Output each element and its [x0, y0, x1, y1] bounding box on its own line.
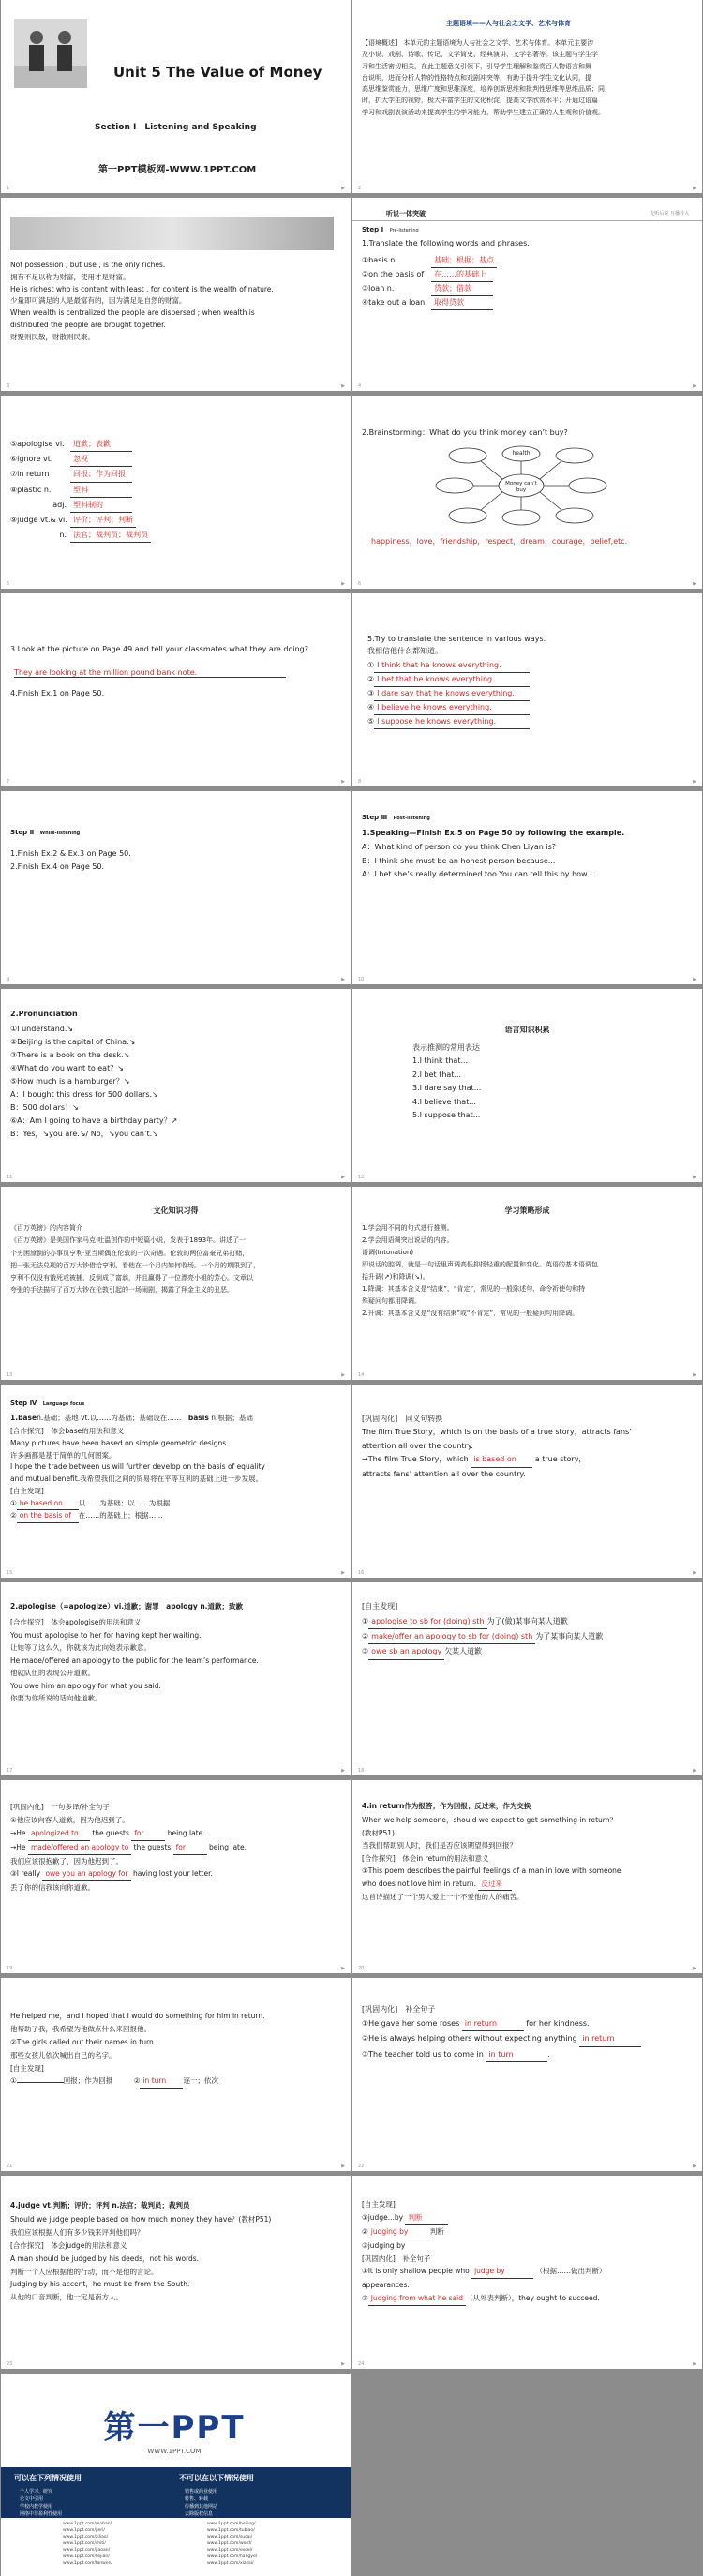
word-list-2: ⑤apologise vi. 道歉；表歉 ⑥ignore vt. 忽视 ⑦in return 回报；作为回报 ⑧plastic n. 塑料 adj. 塑料制的 ⑨judge vt.& vi. 评价；评判；判断 n. 法官；裁判员；裁判员 — [10, 437, 151, 543]
slide-19: [巩固内化] 一句多译/补全句子 ①他应该向客人道歉，因为他迟到了。 →He apologized to the guests for being late. →He made/offered an apology to the guests for being late. 我们应该很抱歉了，因为他迟到了。 ③I really owe you an apology for having lost your letter. 丢了你的信我该向你道歉。 19 ▶ — [1, 1780, 351, 1973]
slide-17: 2.apologise（=apologize）vi.道歉；谢罪 apology n.道歉；致歉 [合作探究] 体会apologise的用法和意义 You must apologise to her for having kept her waiting. 让她等了这么久，你就该为此向她表示歉意。 He made/offered an apology to the public for the team’s performance. 他就队伍的表现公开道歉。 You owe him an apology for what you said. 你要为你所说的话向他道歉。 17 ▶ — [1, 1582, 351, 1775]
consolidation-text: [巩固内化] 一句多译/补全句子 ①他应该向客人道歉，因为他迟到了。 →He apologized to the guests for being late. →He made/offered an apology to the guests for being late. 我们应该很抱歉了，因为他迟到了。 ③I really owe you an apology for having lost your letter. 丢了你的信我该向你道歉。 — [10, 1803, 247, 1893]
slide-3: Not possession , but use , is the only riches. 拥有不足以称为财富，使用才是财富。 He is richest who is content with least , for content is the wealth of nature. 少量即可满足的人是最富有的，因为满足是自然的财富。 When wealth is centralized the people are dispersed ; when wealth is distributed the people are brought together. 财聚则民散，财散则民聚。 3 ▶ — [1, 198, 351, 391]
slide-11: 2.Pronunciation ①I understand.↘ ②Beijing is the capital of China.↘ ③There is a book on the desk.↘ ④What do you want to eat？↘ ⑤How much is a hamburger？↘ A：I bought this dress for 500 dollars.↘ B：500 dollars！↘ ⑥A：Am I going to have a birthday party？↗ B：Yes，↘you are.↘/ No，↘you can’t.↘ 11 ▶ — [1, 989, 351, 1182]
pronunciation-title: 2.Pronunciation — [10, 1010, 78, 1018]
businessmen-photo — [14, 19, 87, 88]
links-panel: www.1ppt.com/moban/ www.1ppt.com/jieri/ www.1ppt.com/ziliao/ www.1ppt.com/shiti/ www.1ppt.com/jiaoan/ www.1ppt.com/kejian/ www.1ppt.com/fanwen/ www.1ppt.com/beijing/ www.1ppt.com/tubiao/ www.1ppt.com/sucai/ www.1ppt.com/word/ www.1ppt.com/excel/ www.1ppt.com/hangye/ www.1ppt.com/xiazai/ — [1, 2518, 351, 2576]
step-label: Step Ⅰ Pre-listening — [362, 226, 419, 233]
completion-text: [巩固内化] 补全句子 ①He gave her some roses in return for her kindness. ②He is always helping others without expecting anything in return ③The teacher told us to come in in turn . — [362, 2002, 695, 2062]
slide-24: [自主发现] ①judge...by 判断 ② judging by 判断 ③judging by [巩固内化] 补全句子 ①It is only shallow people who judge by （根据……做出判断） appearances. ② Judging from what he said （从外表判断），they ought to succeed. 24 ▶ — [352, 2176, 702, 2369]
slide-title: 学习策略形成 — [504, 1206, 550, 1215]
culture-text: 《百万英镑》的内容简介 《百万英镑》是美国作家马克·吐温创作的中短篇小说，发表于1893年。讲述了一 个穷困潦倒的办事员亨利·亚当斯偶在伦敦的一次奇遇。伦敦的两位富豪兄弟打赌， 把一张无法兑现的百万大钞借给亨利，看他在一个月内如何收场。一个月的期限到了， 亨利不仅没有饿死或被捕，反倒成了富翁，并且赢得了一位漂亮小姐的芳心。文章以 夸张的手法描写了百万大钞在伦敦引起的一场闹剧，揭露了拜金主义的丑恶。 — [10, 1224, 260, 1295]
slide-5: ⑤apologise vi. 道歉；表歉 ⑥ignore vt. 忽视 ⑦in return 回报；作为回报 ⑧plastic n. 塑料 adj. 塑料制的 ⑨judge vt.& vi. 评价；评判；判断 n. 法官；裁判员；裁判员 5 ▶ — [1, 396, 351, 589]
in-return-text: When we help someone，should we expect to get something in return？ (教材P51) 当我们帮助别人时，我们是否应该期望得到回报？ [合作探究] 体会in return的用法和意义 ①This poem describes the painful feelings of a man in love with someone who does not love him in return. 反过来 这首诗描述了一个男人爱上一个不爱他的人的痛苦。 — [362, 1816, 621, 1901]
header-right: 先听后说 互播导入 — [650, 211, 689, 217]
section-title: Section Ⅰ Listening and Speaking — [95, 123, 257, 132]
overview-text: 【语境概述】 本单元的主题语境为人与社会之文学、艺术与体育。本单元主要涉 及小说、戏剧、诗歌、传记、文学简史、经典演讲、文学名著等。该主题与学生学 习和生活密切相关，在此主题意义引领下，引导学生理解和鉴赏百人物语言和舞 台说明，进而分析人物的性格特点和戏剧冲突等，有助于提升学生文化认同，提 高思维鉴赏能力，思维广度和思维深度，培养创新思维和批判性思维等思维品质；同 时，扩大学生的视野，极大丰富学生的文化积淀，提高文学欣赏水平；开通过语篇 学习和戏剧表演活动来提高学生的学习能力，帮助学生建立正确的人生观和价值观。 — [362, 39, 605, 116]
tasks: 1.Finish Ex.2 & Ex.3 on Page 50. 2.Finish Ex.4 on Page 50. — [10, 849, 131, 872]
step-label: Step Ⅳ Language focus — [10, 1400, 85, 1407]
header-title: 听说一体突破 — [386, 210, 426, 217]
instruction: 5.Try to translate the sentence in various ways. — [367, 635, 546, 643]
slide-8: 5.Try to translate the sentence in various ways. 我相信他什么都知道。 ① I think that he knows everything. ② I bet that he knows everything. ③ I dare say that he knows everything. ④ I believe he knows everything. ⑤ I suppose he knows everything. 8 ▶ — [352, 593, 702, 786]
top-node-label: health — [512, 450, 531, 457]
step-label: Step Ⅲ Post-listening — [362, 814, 430, 821]
base-heading: 1.basen.基础；基地 vt.以……为基础；基础设在…… basis n.根据；基础 — [10, 1414, 253, 1422]
slide-21: He helped me，and I hoped that I would do something for him in return. 他帮助了我，我希望为他做点什么来回报他。 ②The girls called out their names in turn. 那些女孩儿依次喊出自己的名字。 [自主发现] ① 回报；作为回报 ② in turn 逐一；依次 21 ▶ — [1, 1978, 351, 2171]
instruction: 1.Translate the following words and phrases. — [362, 239, 530, 247]
slide-1: Unit 5 The Value of Money Section Ⅰ Listening and Speaking 第一PPT模板网-WWW.1PPT.COM 1 ▶ — [1, 0, 351, 193]
answer-line: They are looking at the million pound bank note. — [14, 668, 286, 678]
word-list: ①basis n. 基础；根据；基点 ②on the basis of 在……的基础上 ③loan n. 贷款；借款 ④take out a loan 取得贷款 — [362, 254, 497, 310]
answer-line: happiness，love，friendship，respect，dream，courage，belief,etc. — [371, 537, 628, 546]
slide-title: 文化知识习得 — [153, 1206, 199, 1215]
slide-16: [巩固内化] 同义句转换 The film True Story，which is on the basis of a true story，attracts fans’ attention all over the country. →The film True Story，which is based on a true story， attracts fans’ attention all over the country. 16 ▶ — [352, 1385, 702, 1578]
pronunciation-list: ①I understand.↘ ②Beijing is the capital of China.↘ ③There is a book on the desk.↘ ④What do you want to eat？↘ ⑤How much is a hamburger？↘ A：I bought this dress for 500 dollars.↘ B：500 dollars！↘ ⑥A：Am I going to have a birthday party？↗ B：Yes，↘you are.↘/ No，↘you can’t.↘ — [10, 1025, 178, 1138]
base-text: [合作探究] 体会base的用法和意义 Many pictures have been based on simple geometric designs. 许多画都是基于简单的几何图案。 I hope the trade between us will further develop on the basis of equality and mutual benefit.我希望我们之间的贸易将在平等互利的基础上进一步发展。 [自主发现] ① be based on 以……为基础；以……为根据 ② on the basis of 在……的基础上；根据…… — [10, 1426, 343, 1523]
slide-15: Step Ⅳ Language focus 1.basen.基础；基地 vt.以……为基础；基础设在…… basis n.根据；基础 [合作探究] 体会base的用法和意义 Many pictures have been based on simple geometric designs. 许多画都是基于简单的几何图案。 I hope the trade between us will further develop on the basis of equality and mutual benefit.我希望我们之间的贸易将在平等互利的基础上进一步发展。 [自主发现] ① be based on 以……为基础；以……为根据 ② on the basis of 在……的基础上；根据…… 15 ▶ — [1, 1385, 351, 1578]
slide-6: 2.Brainstorming：What do you think money can’t buy? Money can’t buy health happiness，love，friendship，respect，dream，courage，belief,etc. 6 ▶ — [352, 396, 702, 589]
judge-heading: 4.judge vt.判断；评价；评判 n.法官；裁判员；裁判员 — [10, 2201, 190, 2209]
speaking-text: 1.Speaking—Finish Ex.5 on Page 50 by following the example. A：What kind of person do you think Chen Liyan is? B：I think she must be an honest person because... A：I bet she’s really determined too.You can tell this by how... — [362, 829, 625, 879]
chinese-sentence: 我相信他什么都知道。 — [367, 647, 442, 655]
slide-4: 听说一体突破 先听后说 互播导入 Step Ⅰ Pre-listening 1.Translate the following words and phrases. ①basis n. 基础；根据；基点 ②on the basis of 在……的基础上 ③loan n. 贷款；借款 ④take out a loan 取得贷款 4 ▶ — [352, 198, 702, 391]
instruction-2: 4.Finish Ex.1 on Page 50. — [10, 689, 105, 697]
step-label: Step Ⅱ While-listening — [10, 829, 81, 836]
brand-text: 第一PPT模板网-WWW.1PPT.COM — [98, 165, 257, 175]
center-node-label: Money can’t buy — [505, 481, 537, 493]
slide-12: 语言知识积累 表示推测的常用表达 1.I think that... 2.I bet that... 3.I dare say that... 4.I believe that... 5.I suppose that... 12 ▶ — [352, 989, 702, 1182]
apologise-heading: 2.apologise（=apologize）vi.道歉；谢罪 apology n.道歉；致歉 — [10, 1602, 244, 1610]
discover-title: [自主发现] — [362, 1602, 398, 1610]
judge-exercise: [自主发现] ①judge...by 判断 ② judging by 判断 ③judging by [巩固内化] 补全句子 ①It is only shallow people who judge by （根据……做出判断） appearances. ② Judging from what he said （从外表判断），they ought to succeed. — [362, 2198, 695, 2306]
slide-10: Step Ⅲ Post-listening 1.Speaking—Finish Ex.5 on Page 50 by following the example. A：What kind of person do you think Chen Liyan is? B：I think she must be an honest person because... A：I bet she’s really determined too.You can tell this by how... 10 ▶ — [352, 791, 702, 984]
in-return-heading: 4.in return作为报答；作为回报；反过来，作为交换 — [362, 1802, 531, 1810]
slide-7: 3.Look at the picture on Page 49 and tell your classmates what they are doing? They are looking at the million pound bank note. 4.Finish Ex.1 on Page 50. 7 ▶ — [1, 593, 351, 786]
slide-title: 语言知识积累 — [504, 1026, 550, 1034]
topic-line: 主题语境——人与社会之文学、艺术与体育 — [446, 20, 571, 27]
slide-14: 学习策略形成 1.学会用不同的句式进行推测。 2.学会用语调突出说话的内容。 语调(Intonation) 即说话的腔调，就是一句话里声调高低抑扬轻重的配置和变化。英语的基本语调包 括升调(↗)和降调(↘)。 1.降调：其基本含义是“结束”、“肯定”，常见的一般陈述句、命令祈使句和特 殊疑问句都用降调。 2.升调：其基本含义是“没有结束”或“不肯定”，常见的一般疑问句用降调。 14 ▶ — [352, 1187, 702, 1380]
strategy-text: 1.学会用不同的句式进行推测。 2.学会用语调突出说话的内容。 语调(Intonation) 即说话的腔调，就是一句话里声调高低抑扬轻重的配置和变化。英语的基本语调包 括升调(↗)和降调(↘)。 1.降调：其基本含义是“结束”、“肯定”，常见的一般陈述句、命令祈使句和特 殊疑问句都用降调。 2.升调：其基本含义是“没有结束”或“不肯定”，常见的一般疑问句用降调。 — [362, 1224, 598, 1317]
consolidation-text: [巩固内化] 同义句转换 The film True Story，which is on the basis of a true story，attracts fans’ attention all over the country. →The film True Story，which is based on a true story， attracts fans’ attention all over the country. — [362, 1415, 632, 1478]
slide-13: 文化知识习得 《百万英镑》的内容简介 《百万英镑》是美国作家马克·吐温创作的中短篇小说，发表于1893年。讲述了一 个穷困潦倒的办事员亨利·亚当斯偶在伦敦的一次奇遇。伦敦的两位富豪兄弟打赌， 把一张无法兑现的百万大钞借给亨利，看他在一个月内如何收场。一个月的期限到了， 亨利不仅没有饿死或被捕，反倒成了富翁，并且赢得了一位漂亮小姐的芳心。文章以 夸张的手法描写了百万大钞在伦敦引起的一场闹剧，揭露了拜金主义的丑恶。 13 ▶ — [1, 1187, 351, 1380]
header-bar — [352, 209, 702, 221]
license-panel: 可以在下列情况使用 不可以在以下情况使用 个人学习、研究 论文中引用 学校内教学使用 网络中非盈利性使用 销售或商业使用 转售、转载 传播到其他网站 去除版权信息 www.1ppt.com/moban/ www.1ppt.com/jieri/ www.1ppt.com/ziliao/ www.1ppt.com/shiti/ www.1ppt.com/jiaoan/ www.1ppt.com/kejian/ www.1ppt.com/fanwen/ www.1ppt.com/beijing/ www.1ppt.com/tubiao/ www.1ppt.com/sucai/ www.1ppt.com/word/ www.1ppt.com/excel/ www.1ppt.com/hangye/ www.1ppt.com/xiazai/ — [1, 2467, 351, 2576]
answers-list: ① I think that he knows everything. ② I bet that he knows everything. ③ I dare say that he knows everything. ④ I believe he knows everything. ⑤ I suppose he knows everything. — [367, 659, 530, 729]
slide-18: [自主发现] ① apologise to sb for (doing) sth 为了(做)某事向某人道歉 ② make/offer an apology to sb for (doing) sth 为了某事向某人道歉 ③ owe sb an apology 欠某人道歉 18 ▶ — [352, 1582, 702, 1775]
unit-title: Unit 5 The Value of Money — [113, 64, 322, 81]
slide-20: 4.in return作为报答；作为回报；反过来，作为交换 When we help someone，should we expect to get something in return？ (教材P51) 当我们帮助别人时，我们是否应该期望得到回报？ [合作探究] 体会in return的用法和意义 ①This poem describes the painful feelings of a man in love with someone who does not love him in return. 反过来 这首诗描述了一个男人爱上一个不爱他的人的痛苦。 20 ▶ — [352, 1780, 702, 1973]
slide-2: 主题语境——人与社会之文学、艺术与体育 【语境概述】 本单元的主题语境为人与社会之文学、艺术与体育。本单元主要涉 及小说、戏剧、诗歌、传记、文学简史、经典演讲、文学名著等。该主题与学生学 习和生活密切相关，在此主题意义引领下，引导学生理解和鉴赏百人物语言和舞 台说明，进而分析人物的性格特点和戏剧冲突等，有助于提升学生文化认同，提 高思维鉴赏能力，思维广度和思维深度，培养创新思维和批判性思维等思维品质；同 时，扩大学生的视野，极大丰富学生的文化积淀，提高文学欣赏水平；开通过语篇 学习和戏剧表演活动来提高学生的学习能力，帮助学生建立正确的人生观和价值观。 2 ▶ — [352, 0, 702, 193]
discover-list: ① apologise to sb for (doing) sth 为了(做)某事向某人道歉 ② make/offer an apology to sb for (doing) sth 为了某事向某人道歉 ③ owe sb an apology 欠某人道歉 — [362, 1614, 603, 1660]
in-turn-text: He helped me，and I hoped that I would do something for him in return. 他帮助了我，我希望为他做点什么来回报他。 ②The girls called out their names in turn. 那些女孩儿依次喊出自己的名字。 [自主发现] ① 回报；作为回报 ② in turn 逐一；依次 — [10, 2010, 343, 2089]
judge-text: Should we judge people based on how much money they have？(教材P51) 我们应该根据人们有多少钱来评判他们吗？ [合作探究] 体会judge的用法和意义 A man should be judged by his deeds，not his words. 判断一个人应根据他的行动，而不是他的言论。 Judging by his accent，he must be from the South. 从他的口音判断，他一定是南方人。 — [10, 2215, 272, 2302]
quotes-text: Not possession , but use , is the only riches. 拥有不足以称为财富，使用才是财富。 He is richest who is content with least , for content is the wealth of nature. 少量即可满足的人是最富有的，因为满足是自然的财富。 When wealth is centralized the people are dispersed ; when wealth is distributed the people are brought together. 财聚则民散，财散则民聚。 — [10, 261, 274, 341]
slide-22: [巩固内化] 补全句子 ①He gave her some roses in return for her kindness. ②He is always helping others without expecting anything in return ③The teacher told us to come in in turn . 22 ▶ — [352, 1978, 702, 2171]
photo-banner — [10, 217, 334, 250]
apologise-text: [合作探究] 体会apologise的用法和意义 You must apologise to her for having kept her waiting. 让她等了这么久，你就该为此向她表示歉意。 He made/offered an apology to the public for the team’s performance. 他就队伍的表现公开道歉。 You owe him an apology for what you said. 你要为你所说的话向他道歉。 — [10, 1618, 259, 1702]
slide-23: 4.judge vt.判断；评价；评判 n.法官；裁判员；裁判员 Should we judge people based on how much money they have？(教材P51) 我们应该根据人们有多少钱来评判他们吗？ [合作探究] 体会judge的用法和意义 A man should be judged by his deeds，not his words. 判断一个人应根据他的行动，而不是他的言论。 Judging by his accent，he must be from the South. 从他的口音判断，他一定是南方人。 23 ▶ — [1, 2176, 351, 2369]
instruction: 3.Look at the picture on Page 49 and tell your classmates what they are doing? — [10, 645, 308, 653]
instruction: 2.Brainstorming：What do you think money can’t buy? — [362, 428, 568, 437]
expression-list: 表示推测的常用表达 1.I think that... 2.I bet that... 3.I dare say that... 4.I believe that... 5.I suppose that... — [412, 1043, 482, 1119]
slide-25 — [1, 2374, 351, 2576]
slide-9: Step Ⅱ While-listening 1.Finish Ex.2 & Ex.3 on Page 50. 2.Finish Ex.4 on Page 50. 9 ▶ — [1, 791, 351, 984]
brand-logo: 第一PPT WWW.1PPT.COM — [103, 2409, 246, 2455]
